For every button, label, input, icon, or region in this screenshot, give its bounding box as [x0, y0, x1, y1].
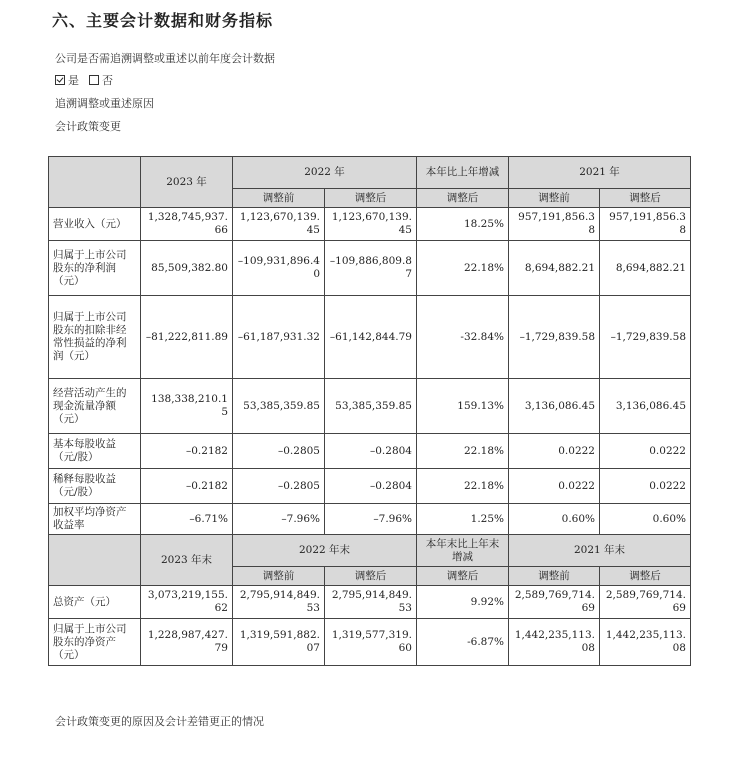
row-label: 加权平均净资产收益率: [49, 504, 141, 535]
cell-v2022a: –7.96%: [325, 504, 417, 535]
cell-v2023: 85,509,382.80: [141, 241, 233, 296]
cell-v2023: 1,228,987,427.79: [141, 619, 233, 666]
no-checkbox[interactable]: [89, 75, 99, 85]
yes-label: 是: [68, 74, 79, 87]
row-label: 总资产（元）: [49, 586, 141, 619]
subheader-change-after: 调整后: [417, 567, 509, 586]
cell-chg: 18.25%: [417, 208, 509, 241]
section-heading: 六、主要会计数据和财务指标: [52, 11, 274, 30]
row-label: 归属于上市公司股东的净资产（元）: [49, 619, 141, 666]
table-row: [49, 586, 691, 619]
subheader-2022-after: 调整后: [325, 567, 417, 586]
cell-v2022b: –109,931,896.40: [233, 241, 325, 296]
table-row: [49, 241, 691, 296]
table-row: [49, 434, 691, 469]
row-label: 归属于上市公司股东的净利润（元）: [49, 241, 141, 296]
header-blank: [49, 157, 141, 208]
subheader-2021-before: 调整前: [509, 567, 600, 586]
cell-chg: 22.18%: [417, 469, 509, 504]
no-label: 否: [102, 74, 113, 87]
header-2023: 2023 年末: [141, 535, 233, 586]
subheader-2022-before: 调整前: [233, 567, 325, 586]
cell-chg: 1.25%: [417, 504, 509, 535]
cell-v2021a: 0.60%: [600, 504, 691, 535]
cell-v2021b: 957,191,856.38: [509, 208, 600, 241]
subheader-2022-before: 调整前: [233, 189, 325, 208]
header-row: [49, 535, 691, 567]
cell-v2022b: –7.96%: [233, 504, 325, 535]
cell-v2021b: 8,694,882.21: [509, 241, 600, 296]
cell-v2022a: 53,385,359.85: [325, 379, 417, 434]
row-label: 稀释每股收益（元/股）: [49, 469, 141, 504]
yes-checkbox[interactable]: [55, 75, 65, 85]
cell-v2022a: –109,886,809.87: [325, 241, 417, 296]
cell-v2022a: 2,795,914,849.53: [325, 586, 417, 619]
cell-v2022a: 1,319,577,319.60: [325, 619, 417, 666]
cell-v2022b: 53,385,359.85: [233, 379, 325, 434]
cell-v2021b: 1,442,235,113.08: [509, 619, 600, 666]
restatement-options: [55, 72, 113, 88]
cell-chg: 159.13%: [417, 379, 509, 434]
cell-chg: 9.92%: [417, 586, 509, 619]
cell-v2021a: 2,589,769,714.69: [600, 586, 691, 619]
cell-v2023: 1,328,745,937.66: [141, 208, 233, 241]
table-row: [49, 379, 691, 434]
cell-v2023: –0.2182: [141, 434, 233, 469]
restatement-question: 公司是否需追溯调整或重述以前年度会计数据: [55, 52, 275, 65]
cell-v2022a: 1,123,670,139.45: [325, 208, 417, 241]
restatement-reason-label: 追溯调整或重述原因: [55, 97, 154, 110]
cell-v2021b: 3,136,086.45: [509, 379, 600, 434]
header-2023: 2023 年: [141, 157, 233, 208]
subheader-2022-after: 调整后: [325, 189, 417, 208]
cell-v2021a: –1,729,839.58: [600, 296, 691, 379]
row-label: 归属于上市公司股东的扣除非经常性损益的净利润（元）: [49, 296, 141, 379]
cell-v2021b: 0.60%: [509, 504, 600, 535]
table-row: [49, 208, 691, 241]
cell-v2023: 3,073,219,155.62: [141, 586, 233, 619]
cell-v2021a: 0.0222: [600, 434, 691, 469]
table-row: [49, 296, 691, 379]
cell-v2022b: 2,795,914,849.53: [233, 586, 325, 619]
financial-indicators-table: [48, 156, 691, 666]
cell-chg: -6.87%: [417, 619, 509, 666]
cell-v2022b: –61,187,931.32: [233, 296, 325, 379]
header-change: 本年末比上年末增减: [417, 535, 509, 567]
subheader-2021-after: 调整后: [600, 567, 691, 586]
header-2021: 2021 年: [509, 157, 691, 189]
cell-v2022b: –0.2805: [233, 434, 325, 469]
cell-v2022b: 1,319,591,882.07: [233, 619, 325, 666]
policy-change-label: 会计政策变更: [55, 120, 121, 133]
cell-v2021a: 8,694,882.21: [600, 241, 691, 296]
cell-v2021b: –1,729,839.58: [509, 296, 600, 379]
row-label: 基本每股收益（元/股）: [49, 434, 141, 469]
subheader-change-after: 调整后: [417, 189, 509, 208]
cell-v2022a: –0.2804: [325, 469, 417, 504]
footer-note: 会计政策变更的原因及会计差错更正的情况: [55, 715, 264, 728]
subheader-2021-before: 调整前: [509, 189, 600, 208]
cell-v2021a: 0.0222: [600, 469, 691, 504]
cell-v2022a: –0.2804: [325, 434, 417, 469]
row-label: 营业收入（元）: [49, 208, 141, 241]
cell-v2021a: 3,136,086.45: [600, 379, 691, 434]
table-row: [49, 504, 691, 535]
cell-v2021b: 2,589,769,714.69: [509, 586, 600, 619]
header-2021: 2021 年末: [509, 535, 691, 567]
cell-v2023: –81,222,811.89: [141, 296, 233, 379]
subheader-2021-after: 调整后: [600, 189, 691, 208]
header-2022: 2022 年末: [233, 535, 417, 567]
cell-chg: 22.18%: [417, 434, 509, 469]
cell-v2022a: –61,142,844.79: [325, 296, 417, 379]
cell-v2021a: 1,442,235,113.08: [600, 619, 691, 666]
cell-v2023: 138,338,210.15: [141, 379, 233, 434]
table-row: [49, 619, 691, 666]
header-blank: [49, 535, 141, 586]
header-change: 本年比上年增减: [417, 157, 509, 189]
cell-v2023: –0.2182: [141, 469, 233, 504]
cell-v2022b: 1,123,670,139.45: [233, 208, 325, 241]
cell-v2021b: 0.0222: [509, 434, 600, 469]
row-label: 经营活动产生的现金流量净额（元）: [49, 379, 141, 434]
cell-chg: 22.18%: [417, 241, 509, 296]
header-2022: 2022 年: [233, 157, 417, 189]
cell-chg: -32.84%: [417, 296, 509, 379]
cell-v2023: –6.71%: [141, 504, 233, 535]
header-row: [49, 157, 691, 189]
table-row: [49, 469, 691, 504]
cell-v2021a: 957,191,856.38: [600, 208, 691, 241]
cell-v2021b: 0.0222: [509, 469, 600, 504]
cell-v2022b: –0.2805: [233, 469, 325, 504]
